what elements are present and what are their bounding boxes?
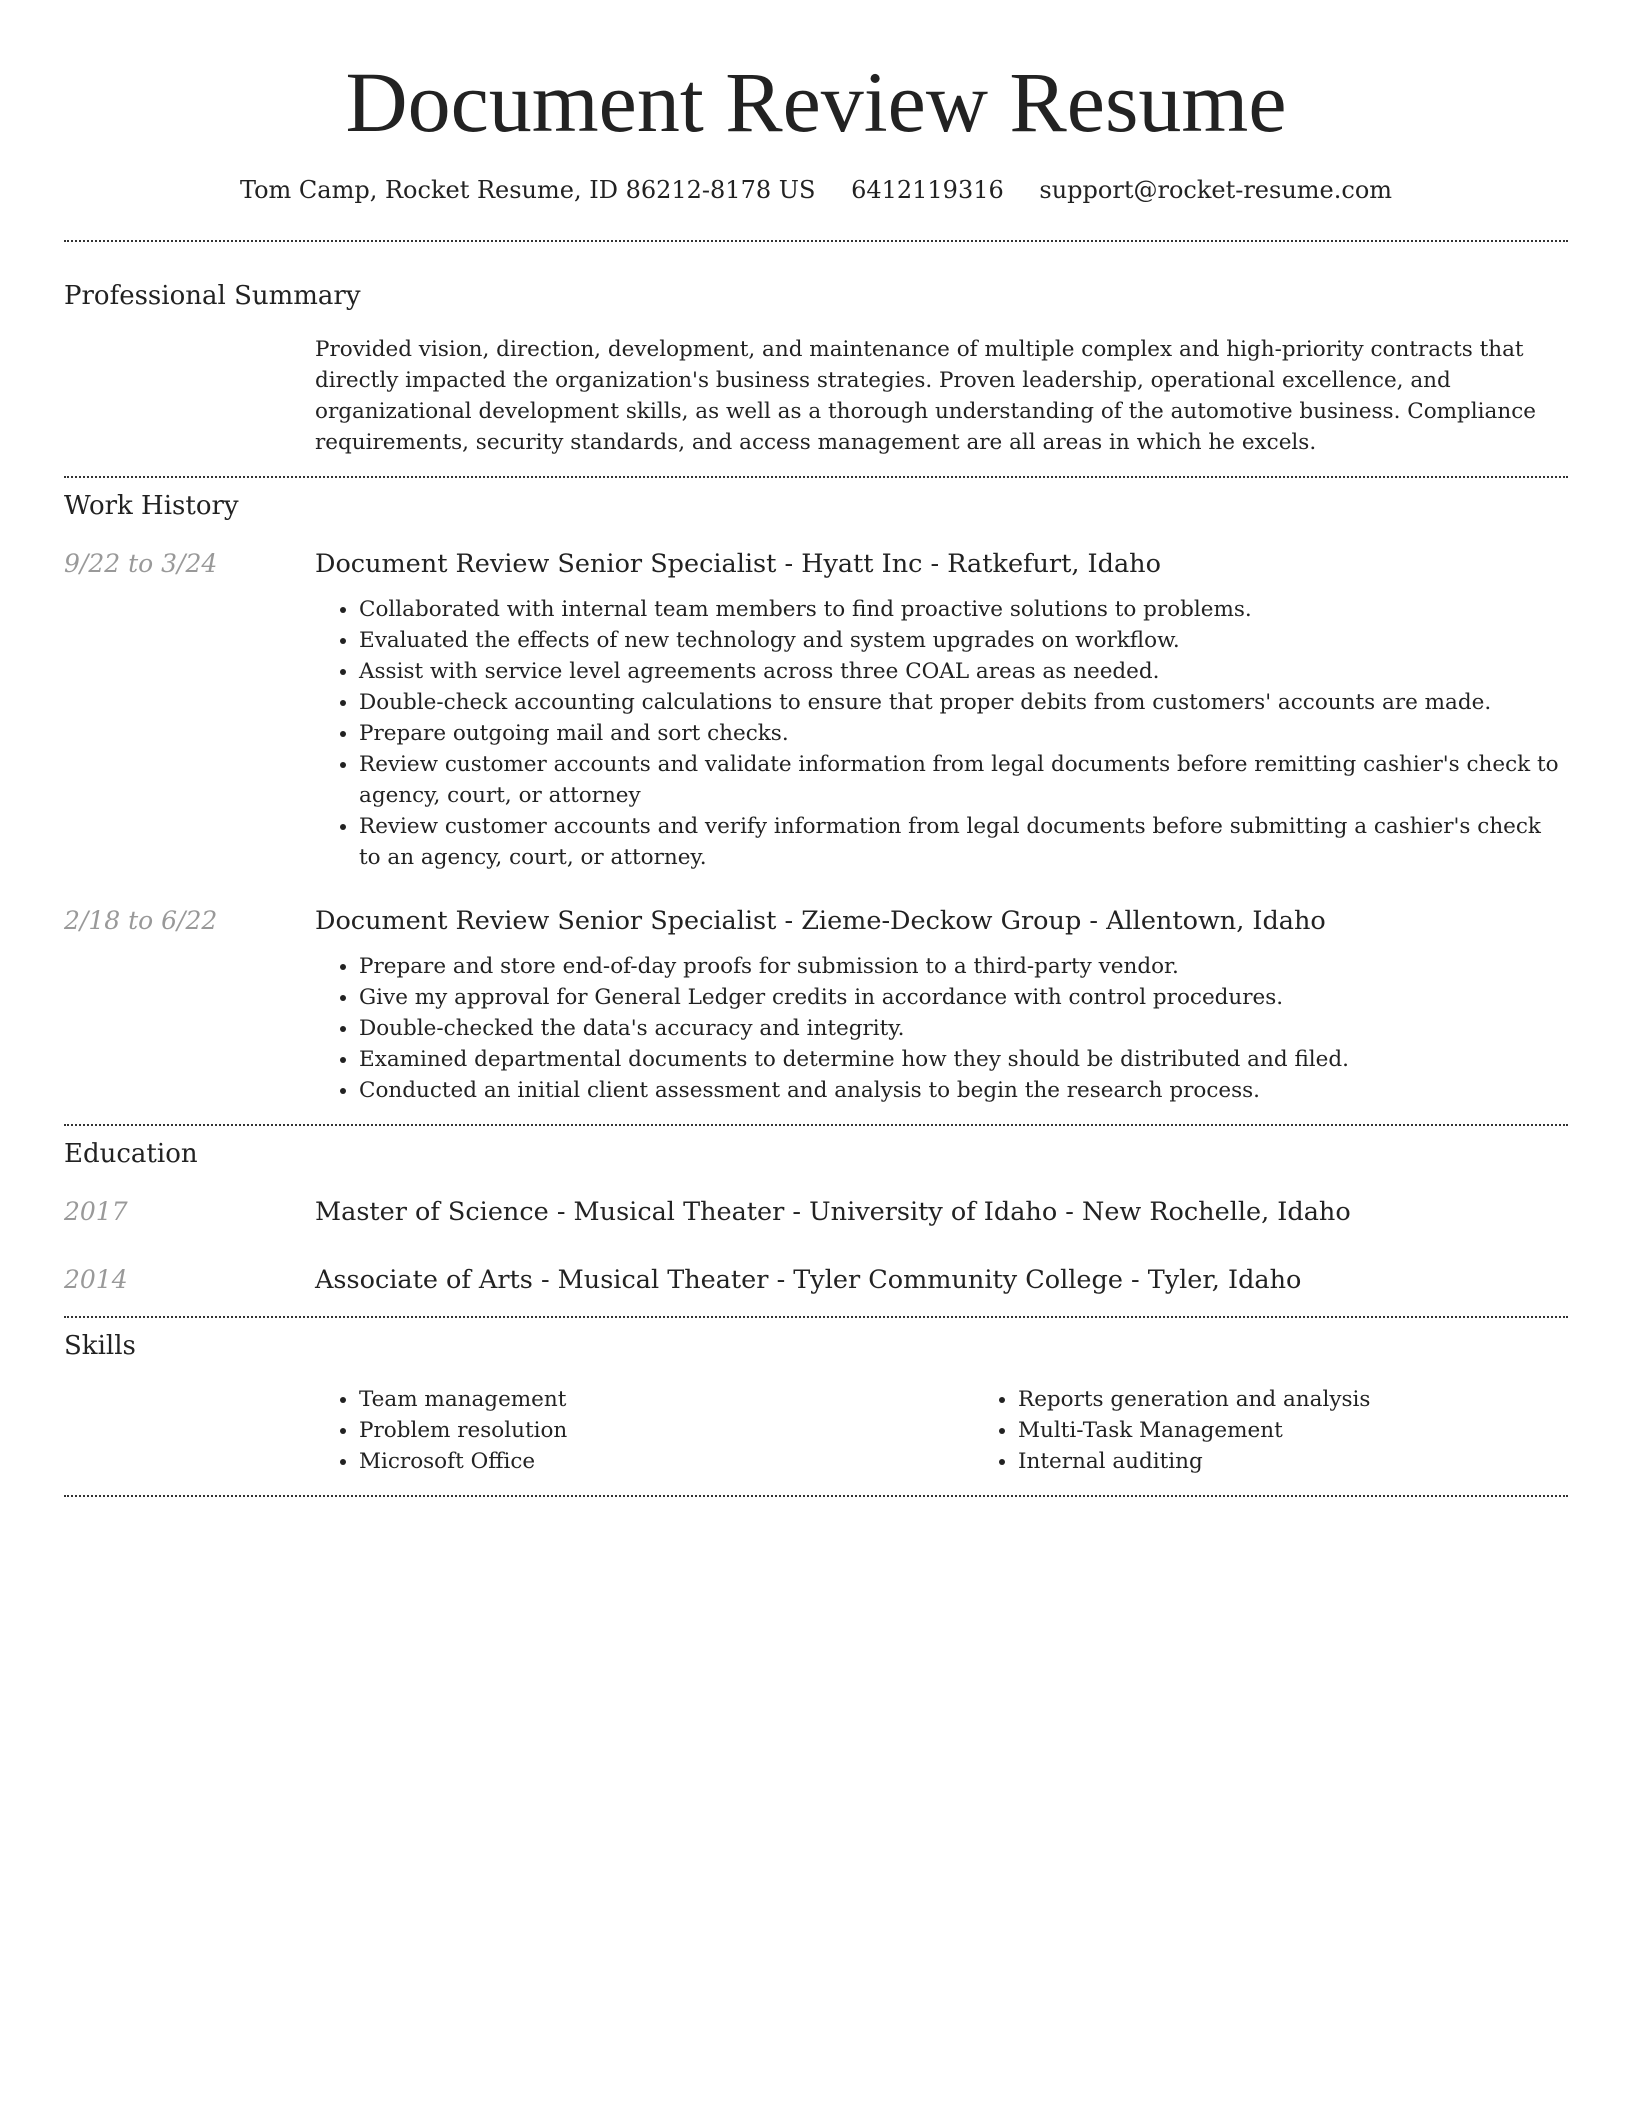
summary-heading: Professional Summary (64, 281, 361, 311)
summary-body (315, 334, 1568, 458)
contact-email: support@rocket-resume.com (1039, 176, 1393, 204)
job-bullet: • Conducted an initial client assessment and analysis to begin the research process. (359, 1075, 1568, 1106)
job-dates: 2/18 to 6/22 (64, 906, 218, 935)
job-bullet: • Double-check accounting calculations to ensure that proper debits from customers' accounts are made. (359, 687, 1568, 718)
education-year: 2017 (64, 1197, 128, 1226)
job-details (315, 546, 1568, 873)
skill-item: • Team management (359, 1384, 974, 1415)
contact-line (64, 174, 1568, 206)
skills-left-spacer (64, 1384, 315, 1477)
skill-item: • Microsoft Office (359, 1446, 974, 1477)
section-summary (64, 278, 1568, 458)
education-details (315, 1262, 1568, 1298)
work-heading: Work History (64, 491, 239, 521)
section-work-history (64, 488, 1568, 1106)
skills-list-column-2 (974, 1384, 1632, 1477)
section-education (64, 1136, 1568, 1298)
divider-header (64, 240, 1568, 242)
skills-grid (315, 1384, 1632, 1477)
skills-heading: Skills (64, 1331, 136, 1361)
job-bullet: • Review customer accounts and validate information from legal documents before remitting cashier's check to agency, court, or attorney (359, 749, 1568, 811)
education-heading: Education (64, 1139, 198, 1169)
divider-summary (64, 476, 1568, 478)
resume-page (64, 0, 1568, 1497)
summary-row (64, 334, 1568, 458)
summary-left-spacer (64, 334, 315, 458)
section-skills (64, 1328, 1568, 1477)
summary-text: Provided vision, direction, development, and maintenance of multiple complex and high-priority contracts that directly impacted the organization's business strategies. Proven leadership, operational excellence, and organizational development skills, as well as a thorough understanding of the automotive business. Compliance requirements, security standards, and access management are all areas in which he excels. (315, 337, 1536, 455)
job-entry (64, 546, 1568, 873)
skill-item: • Problem resolution (359, 1415, 974, 1446)
job-bullet-list (315, 594, 1568, 873)
education-entry (64, 1194, 1568, 1230)
job-dates: 9/22 to 3/24 (64, 549, 218, 578)
skill-item: • Internal auditing (1018, 1446, 1632, 1477)
education-degree: Associate of Arts - Musical Theater - Tyler Community College - Tyler, Idaho (315, 1265, 1302, 1295)
job-details (315, 903, 1568, 1106)
skills-list-column-1 (315, 1384, 974, 1477)
job-bullet: • Review customer accounts and verify information from legal documents before submitting a cashier's check to an agency, court, or attorney. (359, 811, 1568, 873)
job-entry (64, 903, 1568, 1106)
education-details (315, 1194, 1568, 1230)
job-title: Document Review Senior Specialist - Hyatt Inc - Ratkefurt, Idaho (315, 549, 1161, 579)
job-bullet: • Double-checked the data's accuracy and integrity. (359, 1013, 1568, 1044)
job-title: Document Review Senior Specialist - Zieme-Deckow Group - Allentown, Idaho (315, 906, 1326, 936)
skill-item: • Reports generation and analysis (1018, 1384, 1632, 1415)
resume-title: Document Review Resume (345, 54, 1287, 150)
job-bullet: • Prepare outgoing mail and sort checks. (359, 718, 1568, 749)
education-year: 2014 (64, 1265, 128, 1294)
skill-item: • Multi-Task Management (1018, 1415, 1632, 1446)
divider-work (64, 1124, 1568, 1126)
education-degree: Master of Science - Musical Theater - University of Idaho - New Rochelle, Idaho (315, 1197, 1351, 1227)
divider-education (64, 1316, 1568, 1318)
job-bullet: • Collaborated with internal team members to find proactive solutions to problems. (359, 594, 1568, 625)
job-bullet-list (315, 951, 1568, 1106)
job-bullet: • Evaluated the effects of new technology and system upgrades on workflow. (359, 625, 1568, 656)
job-bullet: • Give my approval for General Ledger credits in accordance with control procedures. (359, 982, 1568, 1013)
education-entry (64, 1262, 1568, 1298)
job-bullet: • Prepare and store end-of-day proofs for submission to a third-party vendor. (359, 951, 1568, 982)
divider-skills (64, 1495, 1568, 1497)
skills-row (64, 1384, 1568, 1477)
contact-phone: 6412119316 (851, 176, 1004, 204)
contact-address: Tom Camp, Rocket Resume, ID 86212-8178 US (239, 176, 816, 204)
job-bullet: • Assist with service level agreements across three COAL areas as needed. (359, 656, 1568, 687)
job-bullet: • Examined departmental documents to determine how they should be distributed and filed. (359, 1044, 1568, 1075)
